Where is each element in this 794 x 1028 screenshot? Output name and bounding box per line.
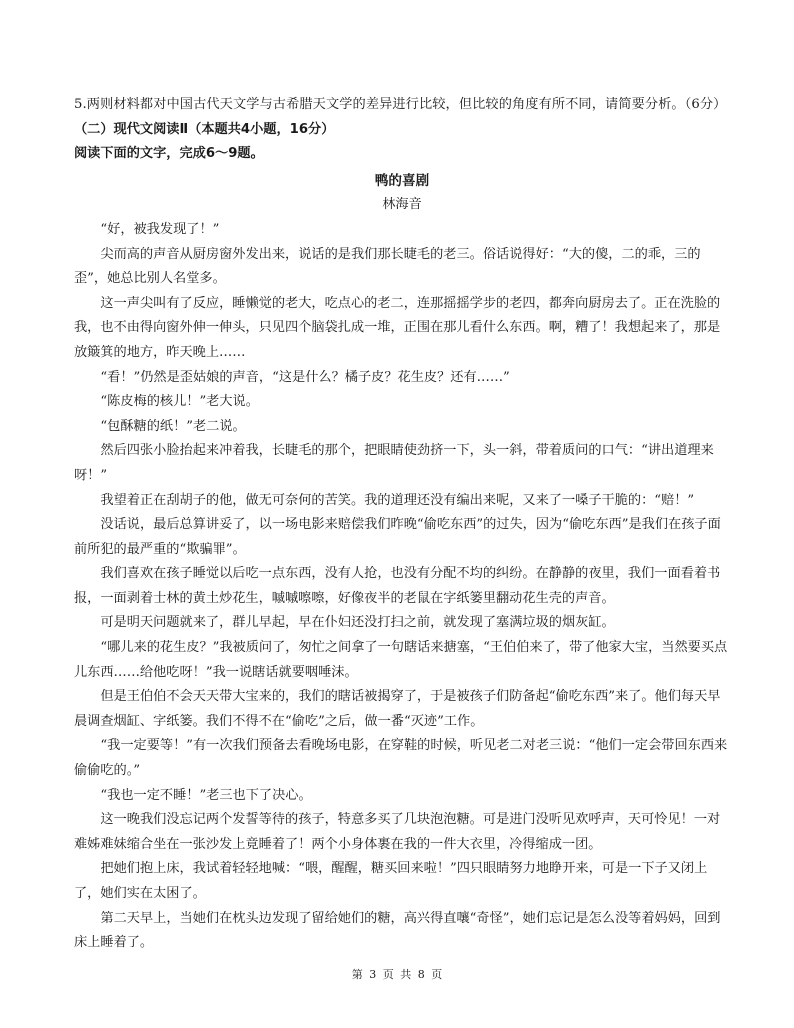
paragraph: “我也一定不睡！”老三也下了决心。 <box>100 787 312 803</box>
paragraph: “好，被我发现了！” <box>100 221 220 237</box>
paragraph: 没话说，最后总算讲妥了，以一场电影来赔偿我们昨晚“偷吃东西”的过失，因为“偷吃东西”是我们在孩子面前所犯的最严重的“欺骗罪”。 <box>74 517 721 557</box>
question-5: 5.两则材料都对中国古代天文学与古希腊天文学的差异进行比较，但比较的角度有所不同，请简要分析。（6分） <box>74 97 727 112</box>
paragraph: 但是王伯伯不会天天带大宝来的，我们的瞎话被揭穿了，于是被孩子们防备起“偷吃东西”来了。他们每天早晨调查烟缸、字纸篓。我们不得不在“偷吃”之后，做一番“灭迹”工作。 <box>74 689 721 729</box>
reading-instruction: 阅读下面的文字，完成6～9题。 <box>74 146 264 162</box>
article-author: 林海音 <box>382 197 422 213</box>
paragraph: 我望着正在刮胡子的他，做无可奈何的苦笑。我的道理还没有编出来呢，又来了一嗓子干脆的：“赔！” <box>100 492 695 508</box>
paragraph: “陈皮梅的核儿！”老大说。 <box>100 394 259 410</box>
paragraph: 这一晚我们没忘记两个发誓等待的孩子，特意多买了几块泡泡糖。可是进门没听见欢呼声，天可怜见！一对难姊难妹缩合坐在一张沙发上竟睡着了！两个小身体裹在我的一件大衣里，冷得缩成一团。 <box>74 812 721 852</box>
paragraph: 然后四张小脸抬起来冲着我，长睫毛的那个，把眼睛使劲挤一下，头一斜，带着质问的口气：“讲出道理来呀！” <box>74 443 714 483</box>
paragraph: 把她们抱上床，我试着轻轻地喊：“喂，醒醒，糖买回来啦！”四只眼睛努力地睁开来，可是一下子又闭上了，她们实在太困了。 <box>74 861 708 901</box>
paragraph: “哪儿来的花生皮？”我被质问了，匆忙之间拿了一句瞎话来搪塞，“王伯伯来了，带了他家大宝，当然要买点儿东西……给他吃呀！”我一说瞎话就要咽唾沫。 <box>74 640 728 680</box>
paragraph: 尖而高的声音从厨房窗外发出来，说话的是我们那长睫毛的老三。俗话说得好：“大的傻，二的乖，三的歪”，她总比别人名堂多。 <box>74 246 701 287</box>
page-content <box>74 93 730 956</box>
paragraph: 这一声尖叫有了反应，睡懒觉的老大，吃点心的老二，连那摇摇学步的老四，都奔向厨房去了。正在洗脸的我，也不由得向窗外伸一伸头，只见四个脑袋扎成一堆，正围在那儿看什么东西。啊，糟了！我想起来了，那是放簸箕的地方，昨天晚上…… <box>74 295 721 360</box>
paragraph: “我一定要等！”有一次我们预备去看晚场电影，在穿鞋的时候，听见老二对老三说：“他们一定会带回东西来偷偷吃的。” <box>74 738 728 779</box>
paragraph: 我们喜欢在孩子睡觉以后吃一点东西，没有人抢，也没有分配不均的纠纷。在静静的夜里，我们一面看着书报，一面剥着士林的黄土炒花生，嘁嘁嚓嚓，好像夜半的老鼠在字纸篓里翻动花生壳的声音。 <box>74 566 721 606</box>
paragraph: “看！”仍然是歪姑娘的声音，“这是什么？橘子皮？花生皮？还有……” <box>100 369 510 385</box>
paragraph: 可是明天问题就来了，群儿早起，早在仆妇还没打扫之前，就发现了塞满垃圾的烟灰缸。 <box>100 615 615 631</box>
paragraph: “包酥糖的纸！”老二说。 <box>100 418 246 434</box>
section-heading: （二）现代文阅读Ⅱ（本题共4小题，16分） <box>74 121 335 137</box>
paragraph: 第二天早上，当她们在枕头边发现了留给她们的糖，高兴得直嚷“奇怪”，她们忘记是怎么没等着妈妈，回到床上睡着了。 <box>74 910 721 951</box>
article-title: 鸭的喜剧 <box>374 172 430 189</box>
page-footer: 第 3 页 共 8 页 <box>351 968 443 981</box>
